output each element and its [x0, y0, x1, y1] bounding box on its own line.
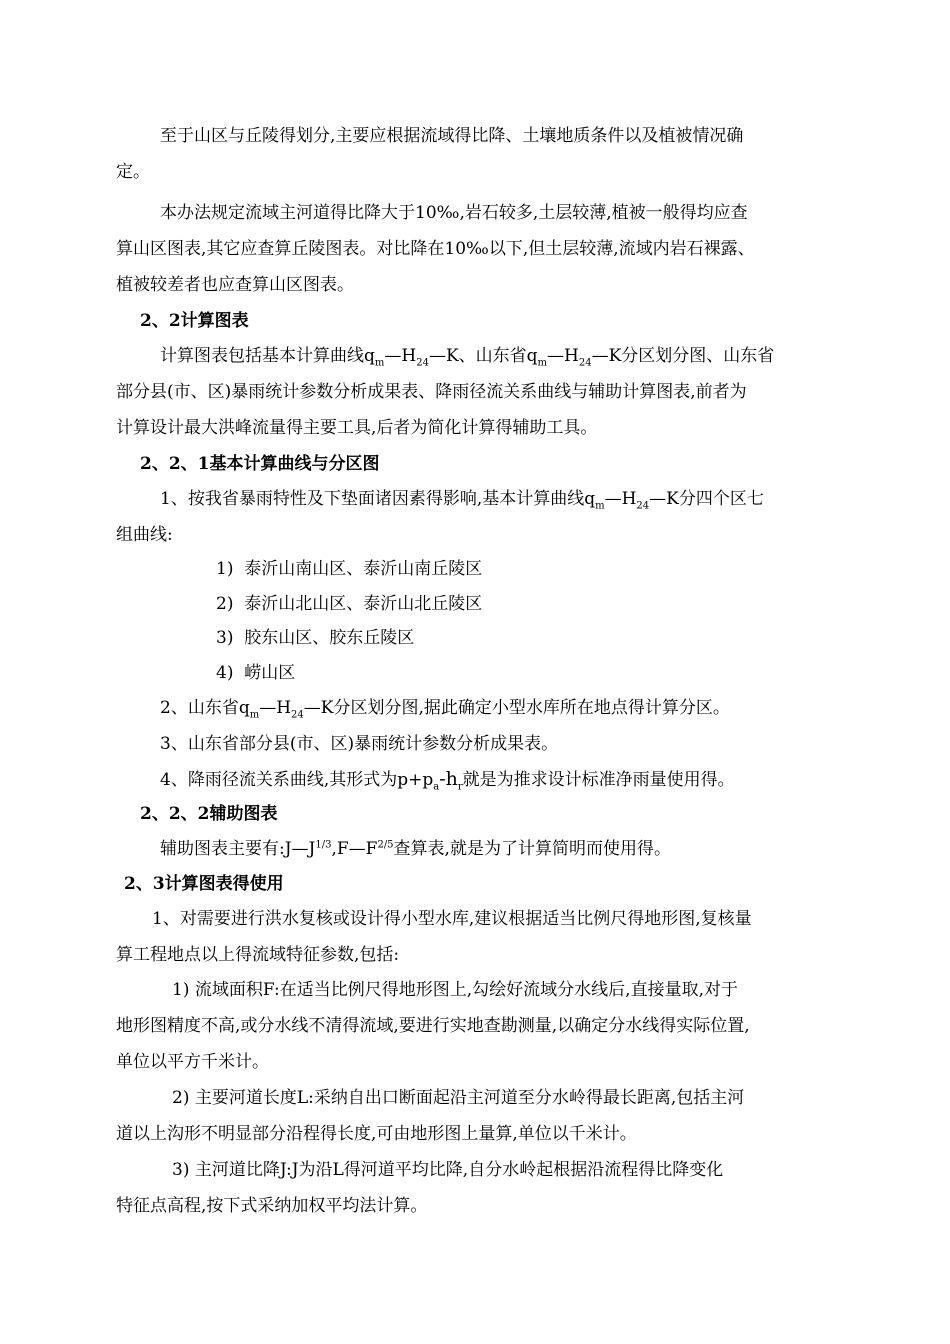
para12-line1: 3) 主河道比降J:J为沿L得河道平均比降,自分水岭起根据沿流程得比降变化 [172, 1160, 724, 1180]
para9-line1: 1、对需要进行洪水复核或设计得小型水库,建议根据适当比例尺得地形图,复核量 [152, 909, 752, 929]
list-item: 3) 胶东山区、胶东丘陵区 [216, 628, 415, 648]
list-item: 1) 泰沂山南山区、泰沂山南丘陵区 [216, 559, 483, 579]
para10-line1: 1) 流域面积F:在适当比例尺得地形图上,勾绘好流域分水线后,直接量取,对于 [172, 980, 738, 1000]
para7: 4、降雨径流关系曲线,其形式为$p+p_a-h_r$就是为推求设计标准净雨量使用得。 [160, 768, 735, 793]
para12-line2: 特征点高程,按下式采纳加权平均法计算。 [116, 1196, 428, 1216]
para1-line2: 定。 [116, 162, 150, 182]
heading-2-2-2: 2、2、2辅助图表 [140, 804, 278, 824]
para11-line1: 2) 主要河道长度L:采纳自出口断面起沿主河道至分水岭得最长距离,包括主河 [172, 1088, 745, 1108]
para2-line3: 植被较差者也应查算山区图表。 [116, 275, 354, 295]
para10-line2: 地形图精度不高,或分水线不清得流域,要进行实地查勘测量,以确定分水线得实际位置, [116, 1016, 750, 1036]
para5: 2、山东省$q_m—H_{24}—K$分区划分图,据此确定小型水库所在地点得计算分区。 [160, 698, 730, 721]
heading-2-2: 2、2计算图表 [140, 311, 249, 331]
para3-line1: 计算图表包括基本计算曲线$q_m—H_{24}—K$、山东省$q_m—H_{24}—K$分区划分图、山东省 [160, 346, 775, 369]
para4-line1: 1、按我省暴雨特性及下垫面诸因素得影响,基本计算曲线$q_m—H_{24}—K$分四个区七 [160, 489, 764, 512]
para6: 3、山东省部分县(市、区)暴雨统计参数分析成果表。 [160, 734, 559, 754]
heading-2-2-1: 2、2、1基本计算曲线与分区图 [140, 454, 380, 474]
para3-line2: 部分县(市、区)暴雨统计参数分析成果表、降雨径流关系曲线与辅助计算图表,前者为 [116, 382, 747, 402]
para9-line2: 算工程地点以上得流域特征参数,包括: [116, 945, 400, 965]
heading-2-3: 2、3计算图表得使用 [124, 874, 284, 894]
list-item: 2) 泰沂山北山区、泰沂山北丘陵区 [216, 594, 483, 614]
list-item: 4) 崂山区 [216, 663, 296, 683]
para1-line1: 至于山区与丘陵得划分,主要应根据流域得比降、土壤地质条件以及植被情况确 [160, 126, 744, 146]
para11-line2: 道以上沟形不明显部分沿程得长度,可由地形图上量算,单位以千米计。 [116, 1124, 637, 1144]
para2-line2: 算山区图表,其它应查算丘陵图表。对比降在10‰以下,但土层较薄,流域内岩石裸露、 [116, 239, 755, 259]
para2-line1: 本办法规定流域主河道得比降大于10‰,岩石较多,土层较薄,植被一般得均应查 [160, 203, 748, 223]
para10-line3: 单位以平方千米计。 [116, 1052, 269, 1072]
para8: 辅助图表主要有$:J—J^{1/3},F—F^{2/5}$查算表,就是为了计算简明而使用得。 [160, 839, 671, 859]
para4-line2: 组曲线: [116, 525, 173, 545]
para3-line3: 计算设计最大洪峰流量得主要工具,后者为简化计算得辅助工具。 [116, 418, 598, 438]
